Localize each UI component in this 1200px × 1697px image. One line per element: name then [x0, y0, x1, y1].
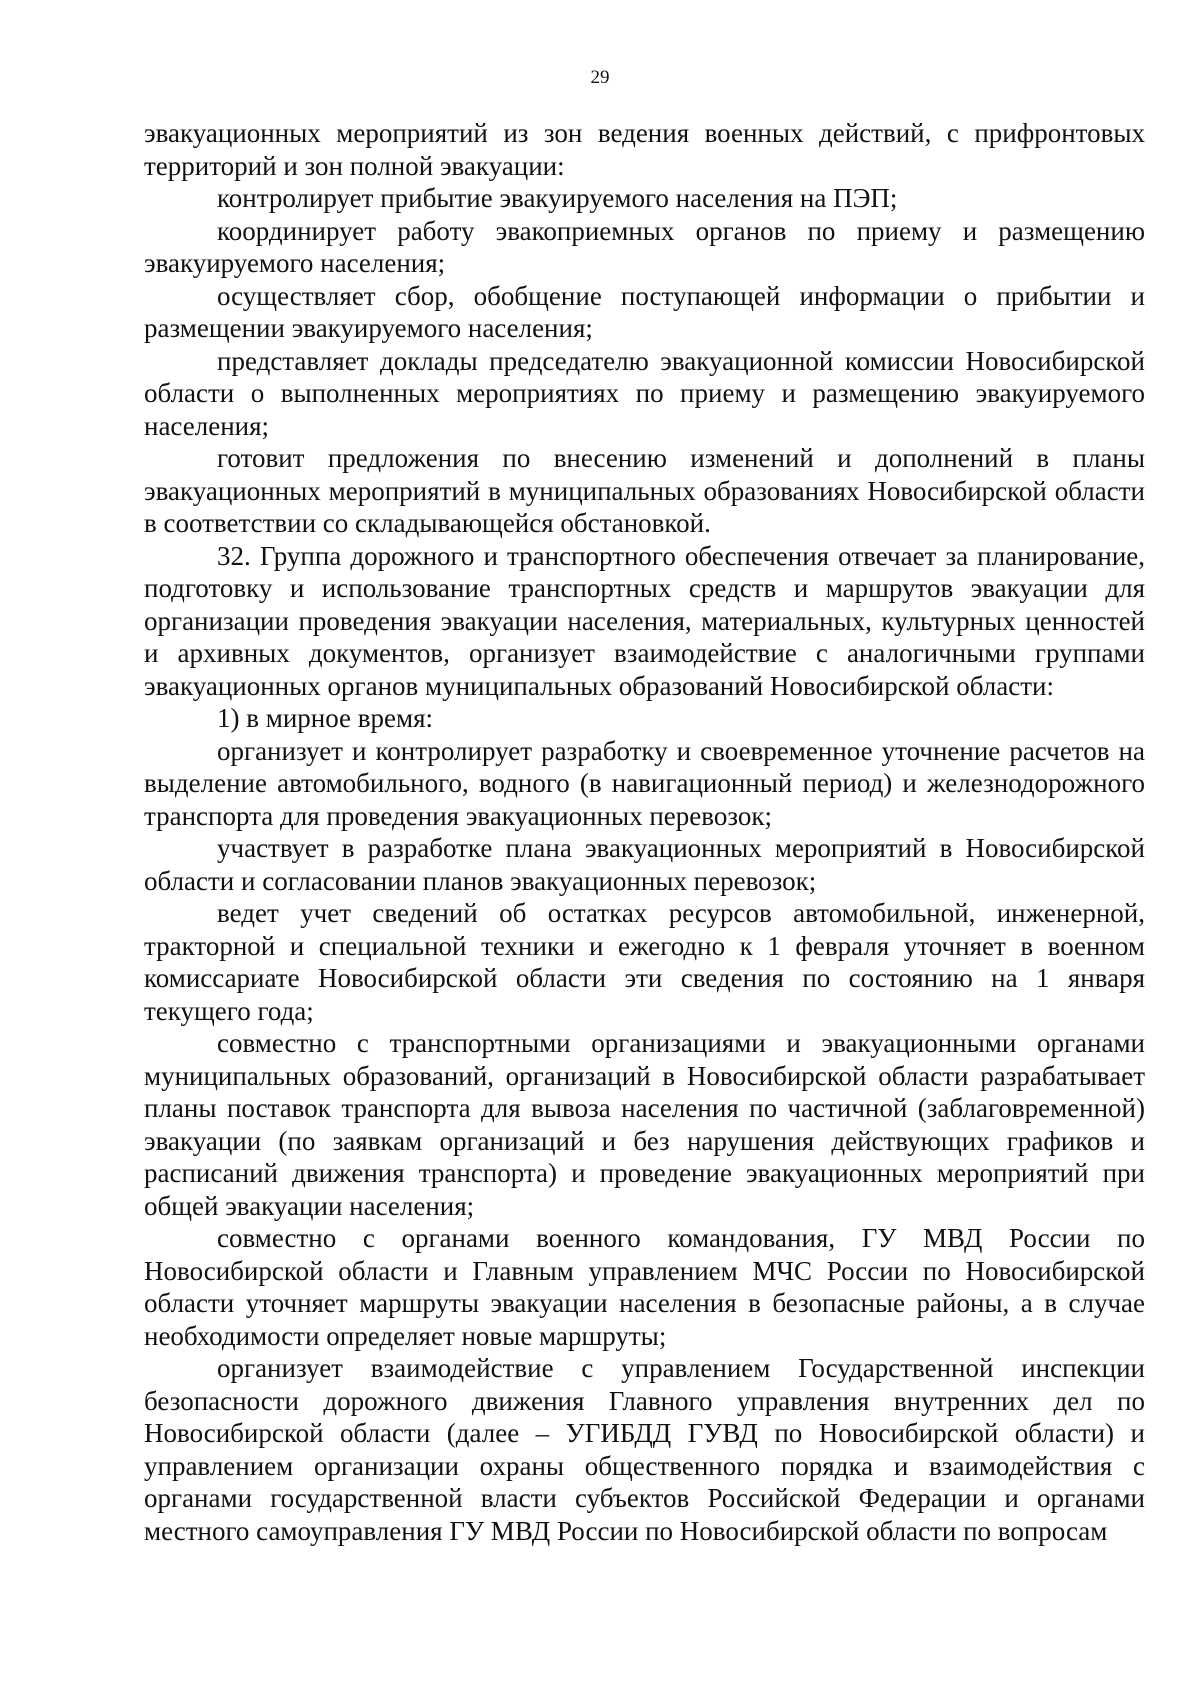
- paragraph-subitem-1: 1) в мирное время:: [217, 703, 434, 733]
- paragraph: участвует в разработке плана эвакуационных мероприятий в Новосибирской области и согласовании планов эвакуационных перевозок;: [144, 833, 1145, 896]
- paragraph-continuation: эвакуационных мероприятий из зон ведения военных действий, с прифронтовых территорий и зон полной эвакуации:: [144, 118, 1145, 181]
- paragraph: совместно с органами военного командования, ГУ МВД России по Новосибирской области и Главным управлением МЧС России по Новосибирской области уточняет маршруты эвакуации населения в безопасные районы, а в случае необходимости определяет новые маршруты;: [144, 1223, 1145, 1351]
- paragraph: осуществляет сбор, обобщение поступающей информации о прибытии и размещении эвакуируемого населения;: [144, 280, 1145, 343]
- paragraph: совместно с транспортными организациями и эвакуационными органами муниципальных образований, организаций в Новосибирской области разрабатывает планы поставок транспорта для вывоза населения по частичной (заблаговременной) эвакуации (по заявкам организаций и без нарушения действующих графиков и расписаний движения транспорта) и проведение эвакуационных мероприятий при общей эвакуации населения;: [144, 1028, 1145, 1221]
- paragraph: готовит предложения по внесению изменений и дополнений в планы эвакуационных мероприятий в муниципальных образованиях Новосибирской области в соответствии со складывающейся обстановкой.: [144, 443, 1145, 538]
- document-body: [144, 117, 1145, 1547]
- page-number: 29: [590, 67, 610, 88]
- paragraph: ведет учет сведений об остатках ресурсов автомобильной, инженерной, тракторной и специальной техники и ежегодно к 1 февраля уточняет в военном комиссариате Новосибирской области эти сведения по состоянию на 1 января текущего года;: [144, 898, 1145, 1026]
- paragraph-item-32: 32. Группа дорожного и транспортного обеспечения отвечает за планирование, подготовку и использование транспортных средств и маршрутов эвакуации для организации проведения эвакуации населения, материальных, культурных ценностей и архивных документов, организует взаимодействие с аналогичными группами эвакуационных органов муниципальных образований Новосибирской области:: [144, 540, 1145, 701]
- paragraph: представляет доклады председателю эвакуационной комиссии Новосибирской области о выполненных мероприятиях по приему и размещению эвакуируемого населения;: [144, 345, 1145, 441]
- paragraph: организует и контролирует разработку и своевременное уточнение расчетов на выделение автомобильного, водного (в навигационный период) и железнодорожного транспорта для проведения эвакуационных перевозок;: [144, 735, 1145, 831]
- paragraph: контролирует прибытие эвакуируемого населения на ПЭП;: [217, 183, 898, 213]
- paragraph: координирует работу эвакоприемных органов по приему и размещению эвакуируемого населения;: [144, 215, 1145, 278]
- paragraph: организует взаимодействие с управлением Государственной инспекции безопасности дорожного движения Главного управления внутренних дел по Новосибирской области (далее – УГИБДД ГУВД по Новосибирской области) и управлением организации охраны общественного порядка и взаимодействия с органами государственной власти субъектов Российской Федерации и органами местного самоуправления ГУ МВД России по Новосибирской области по вопросам: [144, 1353, 1145, 1546]
